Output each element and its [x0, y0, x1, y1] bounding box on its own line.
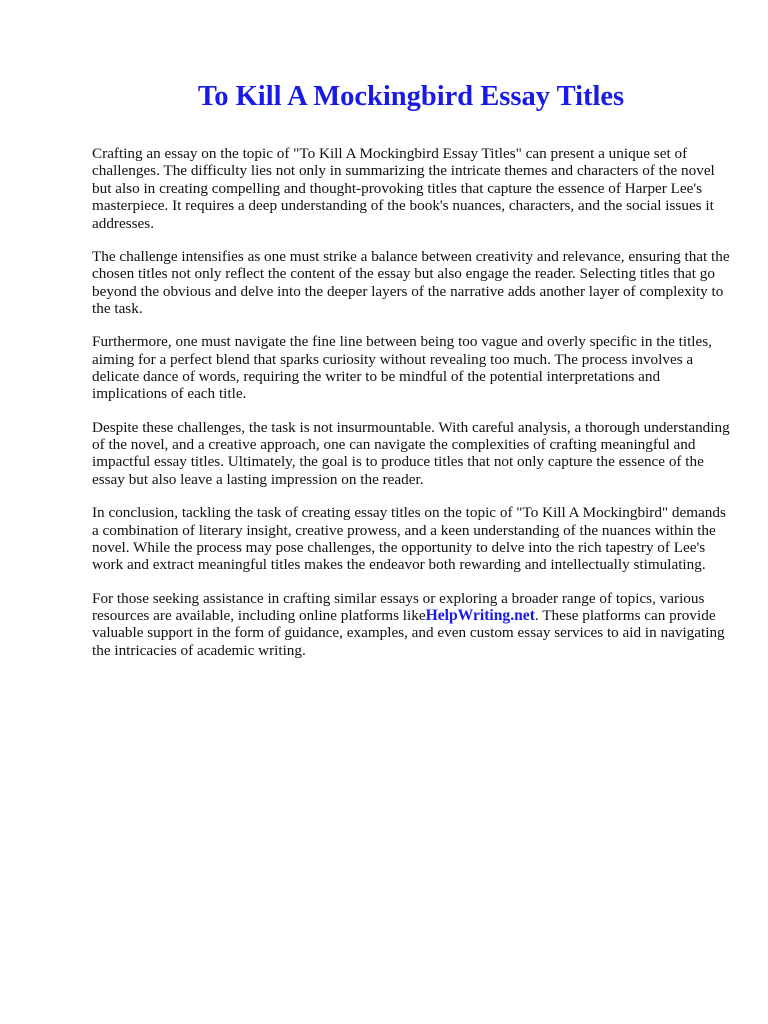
- paragraph-1: Crafting an essay on the topic of "To Kill A Mockingbird Essay Titles" can present a unique set of challenges. The difficulty lies not only in summarizing the intricate themes and characters of the novel but also in creating compelling and thought-provoking titles that capture the essence of Harper Lee's masterpiece. It requires a deep understanding of the book's nuances, characters, and the social issues it addresses.: [92, 145, 715, 232]
- paragraph-6: [92, 590, 732, 660]
- paragraph-6-text-after-link: . These platforms can provide valuable support in the form of guidance, examples, and even custom essay services to aid in navigating the intricacies of academic writing.: [92, 606, 725, 659]
- paragraph-2: The challenge intensifies as one must strike a balance between creativity and relevance, ensuring that the chosen titles not only reflect the content of the essay but also engage the reader. Selecting titles that go beyond the obvious and delve into the deeper layers of the narrative adds another layer of complexity to the task.: [92, 247, 730, 318]
- paragraph-3: Furthermore, one must navigate the fine line between being too vague and overly specific in the titles, aiming for a perfect blend that sparks curiosity without revealing too much. The process involves a delicate dance of words, requiring the writer to be mindful of the potential interpretations and implications of each title.: [92, 333, 712, 403]
- helpwriting-link[interactable]: HelpWriting.net: [425, 606, 535, 624]
- document-title: To Kill A Mockingbird Essay Titles: [197, 81, 625, 112]
- document-body: [92, 145, 732, 675]
- paragraph-5: In conclusion, tackling the task of creating essay titles on the topic of "To Kill A Mockingbird" demands a combination of literary insight, creative prowess, and a keen understanding of the nuances within the novel. While the process may pose challenges, the opportunity to delve into the rich tapestry of Lee's work and extract meaningful titles makes the endeavor both rewarding and intellectually stimulating.: [92, 504, 726, 574]
- paragraph-6-text-before-link: For those seeking assistance in crafting similar essays or exploring a broader range of topics, various resources are available, including online platforms like: [92, 589, 705, 624]
- paragraph-4: Despite these challenges, the task is not insurmountable. With careful analysis, a thorough understanding of the novel, and a creative approach, one can navigate the complexities of crafting meaningful and impactful essay titles. Ultimately, the goal is to produce titles that not only capture the essence of the essay but also leave a lasting impression on the reader.: [92, 418, 730, 488]
